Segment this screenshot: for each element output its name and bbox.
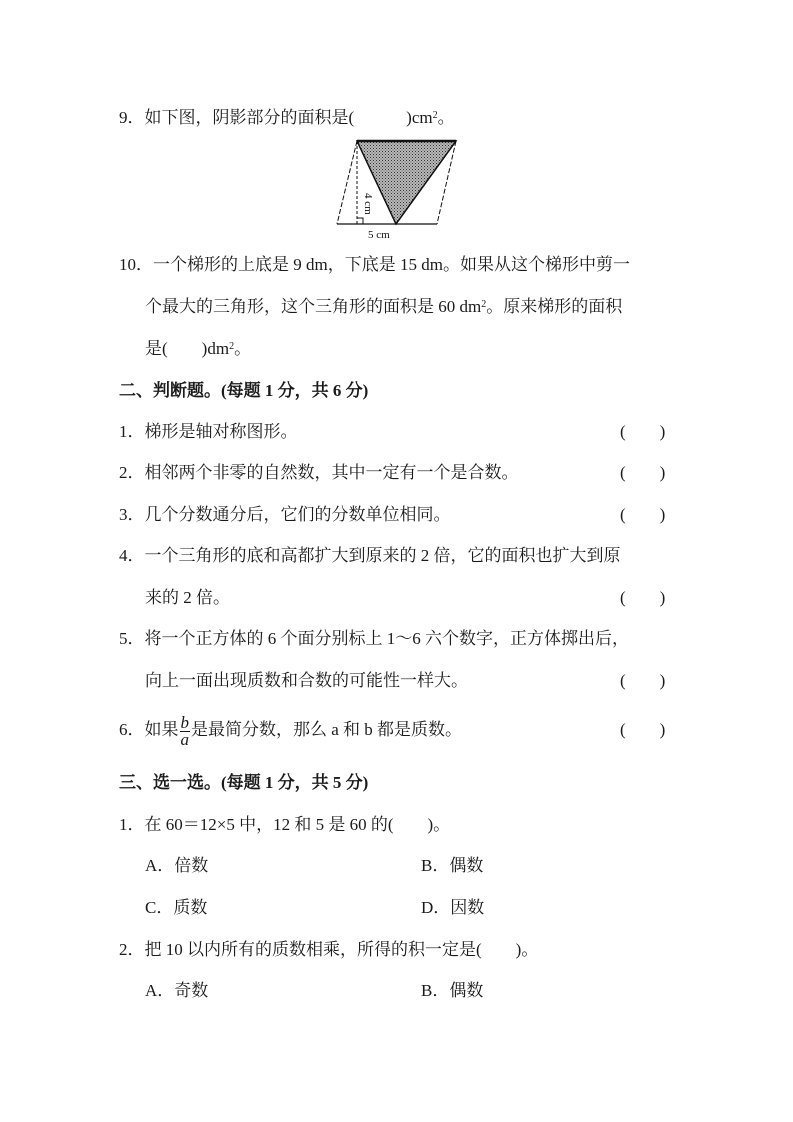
question-10-line2: 个最大的三角形，这个三角形的面积是 60 $dm^2$。原来梯形的面积 — [145, 297, 623, 316]
judge-answer-3[interactable]: ( ) — [620, 505, 666, 524]
judge-item-3: 3．几个分数通分后，它们的分数单位相同。 — [119, 505, 451, 524]
question-number: 10． — [119, 255, 153, 274]
question-number: 9． — [119, 108, 145, 127]
option-2a[interactable]: A．奇数 — [145, 981, 209, 1000]
judge-item-5-cont: 向上一面出现质数和合数的可能性一样大。 — [145, 671, 468, 690]
judge-answer-1[interactable]: ( ) — [620, 422, 666, 441]
question-text: 如下图，阴影部分的面积是( — [144, 108, 355, 127]
judge-answer-2[interactable]: ( ) — [620, 463, 666, 482]
question-10-line3: 是( )$dm^2$。 — [145, 339, 252, 358]
judge-item-1: 1．梯形是轴对称图形。 — [119, 422, 298, 441]
judge-item-4-cont: 来的 2 倍。 — [145, 588, 230, 607]
option-2b[interactable]: B．偶数 — [421, 981, 484, 1000]
question-9: 9．如下图，阴影部分的面积是( )$cm^2$。 — [119, 108, 455, 127]
judge-answer-5[interactable]: ( ) — [620, 671, 666, 690]
judge-item-2: 2．相邻两个非零的自然数，其中一定有一个是合数。 — [119, 463, 519, 482]
parallelogram-figure — [325, 133, 470, 248]
judge-item-5: 5．将一个正方体的 6 个面分别标上 1～6 六个数字，正方体掷出后， — [119, 629, 629, 648]
question-10-line1: 10．一个梯形的上底是 9 dm，下底是 15 dm。如果从这个梯形中剪一 — [119, 255, 630, 274]
choice-question-1: 1．在 60＝12×5 中，12 和 5 是 60 的( )。 — [119, 815, 451, 834]
judge-answer-6[interactable]: ( ) — [620, 720, 666, 739]
section-2-title: 二、判断题。(每题 1 分，共 6 分) — [119, 381, 369, 400]
judge-item-4: 4．一个三角形的底和高都扩大到原来的 2 倍，它的面积也扩大到原 — [119, 546, 621, 565]
choice-question-2: 2．把 10 以内所有的质数相乘，所得的积一定是( )。 — [119, 940, 539, 959]
judge-item-6: 6．如果 $\frac{b}{a}$ 是最简分数，那么 a 和 b 都是质数。 — [119, 712, 463, 749]
option-1b[interactable]: B．偶数 — [421, 856, 484, 875]
section-3-title: 三、选一选。(每题 1 分，共 5 分) — [119, 773, 369, 792]
fraction-b-over-a: $\frac{b}{a}$ — [180, 712, 189, 749]
judge-answer-4[interactable]: ( ) — [620, 588, 666, 607]
base-label: 5 cm — [368, 229, 390, 241]
option-1a[interactable]: A．倍数 — [145, 856, 209, 875]
option-1c[interactable]: C．质数 — [145, 898, 208, 917]
option-1d[interactable]: D．因数 — [421, 898, 485, 917]
height-label: 4 cm — [362, 193, 374, 215]
